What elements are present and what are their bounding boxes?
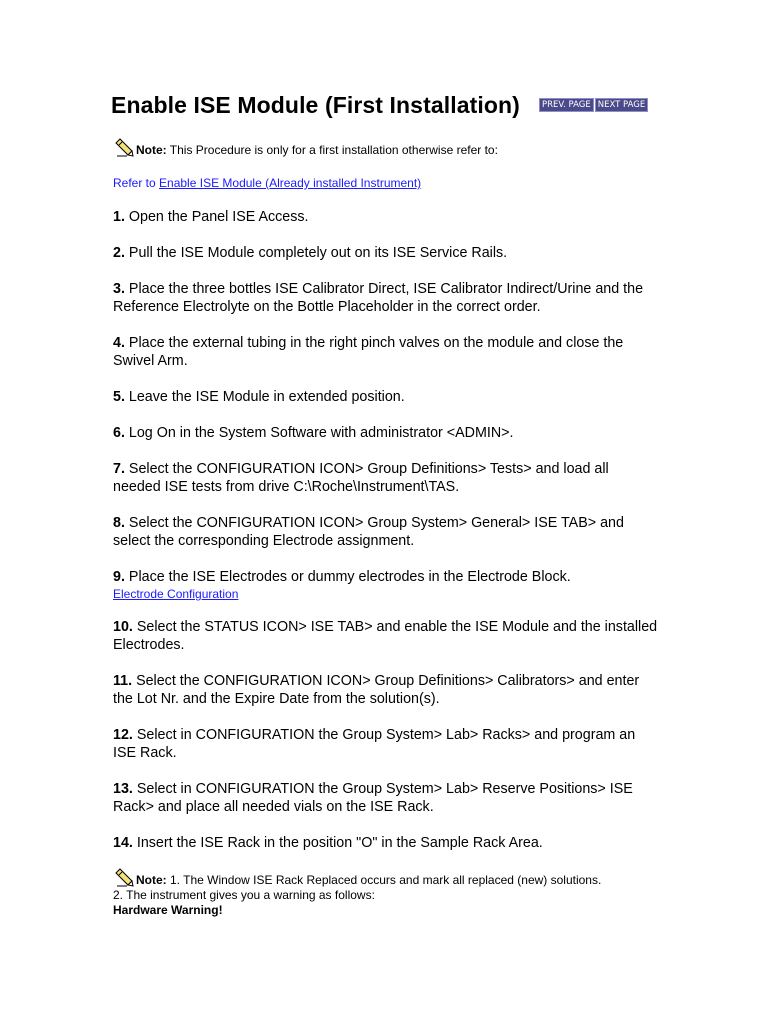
pencil-note-icon: [114, 137, 134, 157]
title-row: [113, 90, 658, 130]
pencil-note-icon: [114, 867, 134, 887]
document-page: [113, 90, 658, 918]
electrode-configuration-link[interactable]: Electrode Configuration: [113, 587, 239, 601]
note-bottom-label: Note:: [136, 873, 167, 887]
hardware-warning-text: Hardware Warning!: [113, 903, 223, 917]
step-1: 1. Open the Panel ISE Access.: [113, 209, 309, 225]
note-top-text: This Procedure is only for a first installation otherwise refer to:: [166, 143, 498, 157]
enable-ise-module-installed-link[interactable]: Enable ISE Module (Already installed Instrument): [159, 176, 422, 190]
step-13: 13. Select in CONFIGURATION the Group System> Lab> Reserve Positions> ISE Rack> and place all needed vials on the ISE Rack.: [113, 781, 633, 815]
refer-prefix: Refer to: [113, 176, 160, 190]
step-12: 12. Select in CONFIGURATION the Group System> Lab> Racks> and program an ISE Rack.: [113, 727, 636, 761]
prev-page-button[interactable]: PREV. PAGE: [539, 98, 594, 112]
next-page-button[interactable]: NEXT PAGE: [595, 98, 649, 112]
step-6: 6. Log On in the System Software with administrator <ADMIN>.: [113, 425, 514, 441]
note-top: [113, 138, 658, 158]
page-navigation: [539, 98, 648, 112]
note-top-label: Note:: [136, 143, 167, 157]
page-title: Enable ISE Module (First Installation): [111, 92, 520, 118]
step-2: 2. Pull the ISE Module completely out on its ISE Service Rails.: [113, 245, 508, 261]
step-10: 10. Select the STATUS ICON> ISE TAB> and enable the ISE Module and the installed Electrodes.: [113, 619, 658, 653]
step-5: 5. Leave the ISE Module in extended position.: [113, 389, 405, 405]
note-bottom-line1: 1. The Window ISE Rack Replaced occurs and mark all replaced (new) solutions.: [166, 873, 602, 887]
note-bottom: [113, 868, 658, 888]
refer-line: [113, 176, 658, 191]
step-14: 14. Insert the ISE Rack in the position "O" in the Sample Rack Area.: [113, 835, 543, 851]
step-4: 4. Place the external tubing in the right pinch valves on the module and close the Swivel Arm.: [113, 335, 624, 369]
step-9: 9. Place the ISE Electrodes or dummy electrodes in the Electrode Block. Electrode Configuration: [113, 568, 658, 601]
step-11: 11. Select the CONFIGURATION ICON> Group Definitions> Calibrators> and enter the Lot Nr. and the Expire Date from the solution(s).: [113, 673, 640, 707]
steps-list: [113, 208, 658, 852]
note-bottom-line2: 2. The instrument gives you a warning as follows:: [113, 888, 375, 902]
step-8: 8. Select the CONFIGURATION ICON> Group System> General> ISE TAB> and select the corresponding Electrode assignment.: [113, 515, 624, 549]
step-3: 3. Place the three bottles ISE Calibrator Direct, ISE Calibrator Indirect/Urine and the Reference Electrolyte on the Bottle Placeholder in the correct order.: [113, 281, 644, 315]
step-7: 7. Select the CONFIGURATION ICON> Group Definitions> Tests> and load all needed ISE tests from drive C:\Roche\Instrument\TAS.: [113, 461, 609, 495]
